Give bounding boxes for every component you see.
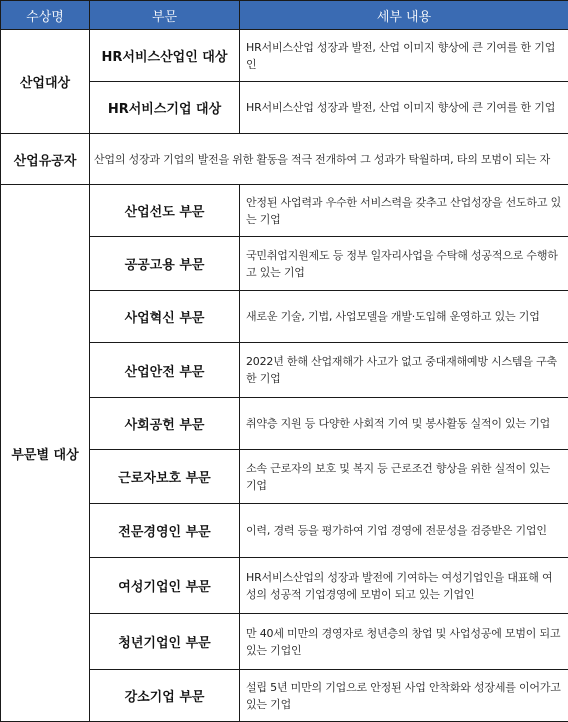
- award-name-cell: 부문별 대상: [1, 185, 90, 722]
- category-cell: HR서비스기업 대상: [90, 82, 240, 134]
- award-name-cell: 산업유공자: [1, 134, 90, 185]
- detail-cell: 소속 근로자의 보호 및 복지 등 근로조건 향상을 위한 실적이 있는 기업: [240, 450, 568, 504]
- category-cell: 여성기업인 부문: [90, 558, 240, 614]
- category-cell: 공공고용 부문: [90, 237, 240, 291]
- detail-cell: HR서비스산업 성장과 발전, 산업 이미지 향상에 큰 기여를 한 기업인: [240, 30, 568, 82]
- category-cell: 산업선도 부문: [90, 185, 240, 237]
- detail-cell: 안정된 사업력과 우수한 서비스력을 갖추고 산업성장을 선도하고 있는 기업: [240, 185, 568, 237]
- detail-cell: 설립 5년 미만의 기업으로 안정된 사업 안착화와 성장세를 이어가고 있는 기업: [240, 670, 568, 722]
- detail-cell: 산업의 성장과 기업의 발전을 위한 활동을 적극 전개하여 그 성과가 탁월하며, 타의 모범이 되는 자: [90, 134, 568, 185]
- award-name-cell: 산업대상: [1, 30, 90, 134]
- category-cell: 강소기업 부문: [90, 670, 240, 722]
- detail-cell: 국민취업지원제도 등 정부 일자리사업을 수탁해 성공적으로 수행하고 있는 기업: [240, 237, 568, 291]
- detail-cell: 2022년 한해 산업재해가 사고가 없고 중대재해예방 시스템을 구축한 기업: [240, 343, 568, 398]
- detail-cell: 만 40세 미만의 경영자로 청년층의 창업 및 사업성공에 모범이 되고 있는 기업인: [240, 614, 568, 670]
- category-cell: 전문경영인 부문: [90, 504, 240, 558]
- category-cell: 근로자보호 부문: [90, 450, 240, 504]
- header-award-name: 수상명: [1, 1, 90, 30]
- detail-cell: HR서비스산업 성장과 발전, 산업 이미지 향상에 큰 기여를 한 기업: [240, 82, 568, 134]
- detail-cell: 새로운 기술, 기법, 사업모델을 개발·도입해 운영하고 있는 기업: [240, 291, 568, 343]
- detail-cell: 이력, 경력 등을 평가하여 기업 경영에 전문성을 검증받은 기업인: [240, 504, 568, 558]
- header-details: 세부 내용: [240, 1, 568, 30]
- table-row: [1, 185, 568, 237]
- category-cell: 산업안전 부문: [90, 343, 240, 398]
- table-row: [1, 30, 568, 82]
- category-cell: 사회공헌 부문: [90, 398, 240, 450]
- detail-cell: HR서비스산업의 성장과 발전에 기여하는 여성기업인을 대표해 여성의 성공적 기업경영에 모범이 되고 있는 기업인: [240, 558, 568, 614]
- header-category: 부문: [90, 1, 240, 30]
- table-row: [1, 134, 568, 185]
- category-cell: 사업혁신 부문: [90, 291, 240, 343]
- header-row: [1, 1, 568, 30]
- category-cell: HR서비스산업인 대상: [90, 30, 240, 82]
- detail-cell: 취약층 지원 등 다양한 사회적 기여 및 봉사활동 실적이 있는 기업: [240, 398, 568, 450]
- category-cell: 청년기업인 부문: [90, 614, 240, 670]
